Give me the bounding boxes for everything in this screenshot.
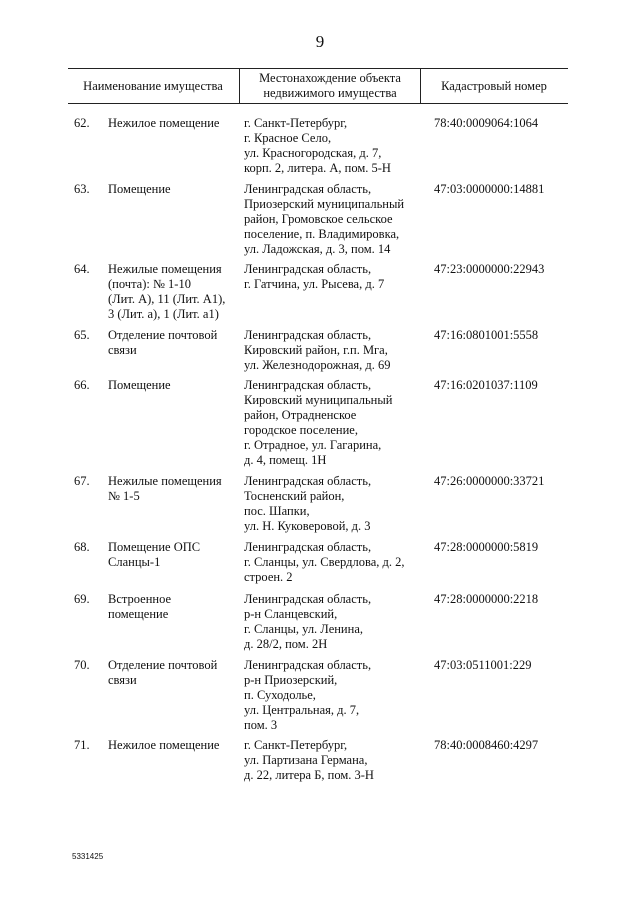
property-location-line: район, Отрадненское — [244, 408, 357, 422]
property-location-line: г. Сланцы, ул. Ленина, — [244, 622, 363, 636]
row-number: 70. — [74, 658, 90, 672]
property-name-line: Помещение — [108, 182, 171, 196]
property-location-line: г. Санкт-Петербург, — [244, 116, 348, 130]
cadastral-number: 78:40:0008460:4297 — [434, 738, 539, 752]
property-location — [244, 378, 424, 468]
property-location-line: Кировский район, г.п. Мга, — [244, 343, 388, 357]
property-location — [244, 540, 424, 585]
property-name-line: Сланцы-1 — [108, 555, 161, 569]
header-location — [239, 69, 421, 103]
property-location-line: пом. 3 — [244, 718, 278, 732]
row-number: 67. — [74, 474, 90, 488]
cadastral-number: 47:03:0000000:14881 — [434, 182, 545, 196]
property-location — [244, 738, 424, 783]
property-location-line: Кировский муниципальный — [244, 393, 393, 407]
property-location-line: район, Громовское сельское — [244, 212, 393, 226]
property-name-line: (Лит. А), 11 (Лит. А1), — [108, 292, 226, 306]
property-name — [108, 658, 238, 688]
row-number: 71. — [74, 738, 90, 752]
row-number: 62. — [74, 116, 90, 130]
property-location-line: Ленинградская область, — [244, 262, 372, 276]
property-location — [244, 592, 424, 652]
property-location-line: Ленинградская область, — [244, 592, 372, 606]
property-location-line: ул. Центральная, д. 7, — [244, 703, 360, 717]
row-number: 65. — [74, 328, 90, 342]
cadastral-number: 47:16:0201037:1109 — [434, 378, 538, 392]
property-name-line: Нежилое помещение — [108, 116, 220, 130]
property-location-line: д. 22, литера Б, пом. 3-Н — [244, 768, 374, 782]
property-location-line: Ленинградская область, — [244, 474, 372, 488]
property-location-line: Тосненский район, — [244, 489, 345, 503]
property-location-line: пос. Шапки, — [244, 504, 310, 518]
property-name-line: связи — [108, 343, 137, 357]
property-location-line: ул. Партизана Германа, — [244, 753, 368, 767]
property-name-line: Нежилые помещения — [108, 262, 222, 276]
property-name — [108, 474, 238, 504]
cadastral-number: 47:28:0000000:5819 — [434, 540, 539, 554]
property-name — [108, 378, 238, 393]
page-number: 9 — [315, 32, 325, 51]
property-location-line: Ленинградская область, — [244, 182, 372, 196]
property-name-line: Встроенное — [108, 592, 172, 606]
property-location-line: городское поселение, — [244, 423, 358, 437]
property-name-line: Помещение — [108, 378, 171, 392]
table-header — [68, 68, 568, 104]
property-location-line: поселение, п. Владимировка, — [244, 227, 400, 241]
property-location-line: Ленинградская область, — [244, 658, 372, 672]
row-number: 69. — [74, 592, 90, 606]
cadastral-number: 47:16:0801001:5558 — [434, 328, 539, 342]
property-location — [244, 474, 424, 534]
property-name-line: 3 (Лит. а), 1 (Лит. а1) — [108, 307, 219, 321]
row-number: 68. — [74, 540, 90, 554]
property-location-line: г. Сланцы, ул. Свердлова, д. 2, — [244, 555, 405, 569]
header-name: Наименование имущества — [83, 78, 223, 93]
property-location-line: Ленинградская область, — [244, 540, 372, 554]
property-name-line: Отделение почтовой — [108, 328, 218, 342]
cadastral-number: 47:26:0000000:33721 — [434, 474, 545, 488]
property-name-line: Нежилые помещения — [108, 474, 222, 488]
header-location-line2: недвижимого имущества — [263, 86, 397, 100]
property-name-line: Отделение почтовой — [108, 658, 218, 672]
property-location-line: р-н Сланцевский, — [244, 607, 338, 621]
property-location-line: р-н Приозерский, — [244, 673, 338, 687]
property-location-line: строен. 2 — [244, 570, 293, 584]
property-name — [108, 592, 238, 622]
property-location — [244, 116, 424, 176]
property-location-line: г. Красное Село, — [244, 131, 332, 145]
property-name-line: Помещение ОПС — [108, 540, 201, 554]
property-location-line: корп. 2, литера. А, пом. 5-Н — [244, 161, 391, 175]
cadastral-number: 47:28:0000000:2218 — [434, 592, 539, 606]
property-location-line: г. Гатчина, ул. Рысева, д. 7 — [244, 277, 385, 291]
cadastral-number: 47:03:0511001:229 — [434, 658, 532, 672]
property-location-line: ул. Красногородская, д. 7, — [244, 146, 382, 160]
property-location-line: д. 4, помещ. 1Н — [244, 453, 327, 467]
row-number: 64. — [74, 262, 90, 276]
property-location — [244, 658, 424, 733]
property-name-line: (почта): № 1-10 — [108, 277, 191, 291]
property-name-line: связи — [108, 673, 137, 687]
property-location — [244, 328, 424, 373]
header-location-line1: Местонахождение объекта — [259, 71, 401, 85]
row-number: 66. — [74, 378, 90, 392]
property-location-line: Ленинградская область, — [244, 328, 372, 342]
property-name — [108, 738, 238, 753]
header-cadastral: Кадастровый номер — [441, 78, 547, 93]
property-location-line: ул. Железнодорожная, д. 69 — [244, 358, 391, 372]
property-location-line: г. Отрадное, ул. Гагарина, — [244, 438, 382, 452]
property-name-line: помещение — [108, 607, 169, 621]
property-location-line: ул. Н. Куковеровой, д. 3 — [244, 519, 371, 533]
property-location — [244, 262, 424, 292]
property-name — [108, 262, 238, 322]
property-location-line: г. Санкт-Петербург, — [244, 738, 348, 752]
property-name — [108, 328, 238, 358]
property-name — [108, 540, 238, 570]
row-number: 63. — [74, 182, 90, 196]
property-location-line: п. Суходолье, — [244, 688, 316, 702]
property-name-line: № 1-5 — [108, 489, 140, 503]
property-location-line: Ленинградская область, — [244, 378, 372, 392]
cadastral-number: 47:23:0000000:22943 — [434, 262, 545, 276]
cadastral-number: 78:40:0009064:1064 — [434, 116, 539, 130]
property-location — [244, 182, 424, 257]
property-location-line: д. 28/2, пом. 2Н — [244, 637, 328, 651]
property-name — [108, 182, 238, 197]
property-location-line: ул. Ладожская, д. 3, пом. 14 — [244, 242, 391, 256]
property-name — [108, 116, 238, 131]
property-name-line: Нежилое помещение — [108, 738, 220, 752]
document-id: 5331425 — [72, 852, 104, 861]
property-location-line: Приозерский муниципальный — [244, 197, 405, 211]
